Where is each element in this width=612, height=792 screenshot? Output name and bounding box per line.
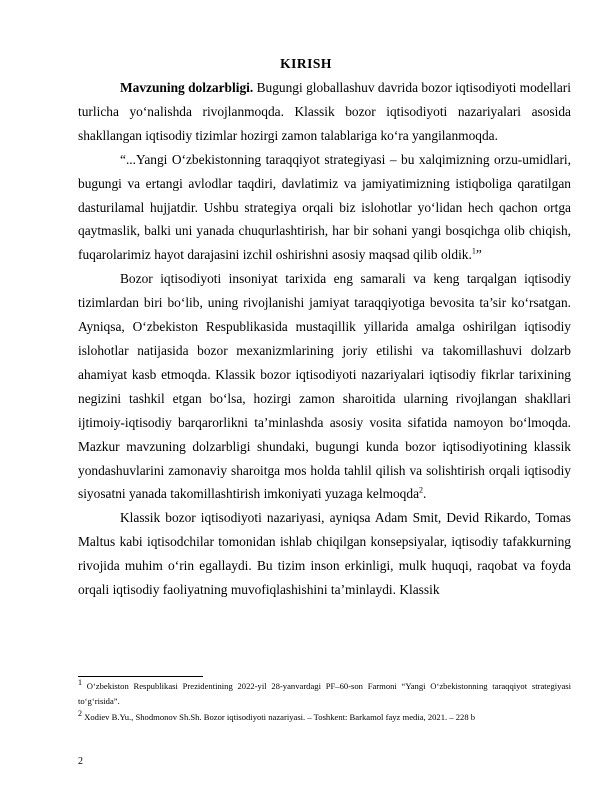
paragraph-lead: Mavzuning dolzarbligi. [120,80,254,95]
paragraph-classical-theory [78,506,571,602]
footnote-divider [78,676,203,677]
page-number: 2 [78,756,83,767]
paragraph-text: Bozor iqtisodiyoti insoniyat tarixida eng samarali va keng tarqalgan iqtisodiy tizimlardan biri bo‘lib, uning rivojlanishi jamiyat taraqqiyotiga bevosita ta’sir ko‘rsatgan. Ayniqsa, O‘zbekiston Respublikasida mustaqillik yillarida amalga oshirilgan iqtisodiy islohotlar natijasida bozor mexanizmlarining joriy etilishi va takomillashuvi dolzarb ahamiyat kasb etmoqda. Klassik bozor iqtisodiyoti nazariyalari iqtisodiy fikrlar tarixining negizini tashkil etgan bo‘lsa, hozirgi zamon sharoitida ularning rivojlangan shakllari ijtimoiy-iqtisodiy barqarorlikni ta’minlashda asosiy vosita sifatida namoyon bo‘lmoqda. Mazkur mavzuning dolzarbligi shundaki, bugungi kunda bozor iqtisodiyotining klassik yondashuvlarini zamonaviy sharoitga mos holda tahlil qilish va solishtirish orqali iqtisodiy siyosatni yanada takomillashtirish imkoniyati yuzaga kelmoqda [78,271,571,502]
paragraph-text: Klassik bozor iqtisodiyoti nazariyasi, ayniqsa Adam Smit, Devid Rikardo, Tomas Maltus kabi iqtisodchilar tomonidan ishlab chiqilgan konsepsiyalar, iqtisodiy tafakkurning rivojida muhim o‘rin egallaydi. Bu tizim inson erkinligi, mulk huquqi, raqobat va foyda orqali iqtisodiy faoliyatning muvofiqlashishini ta’minlaydi. Klassik [78,510,571,598]
footnote-text: Xodiev B.Yu., Shodmonov Sh.Sh. Bozor iqtisodiyoti nazariyasi. – Toshkent: Barkamol fayz media, 2021. – 228 b [82,711,476,722]
body-text [78,76,571,602]
footnote-item [78,679,571,710]
footnotes [78,679,571,725]
footnote-ref[interactable]: 2 [419,485,424,495]
sentence-end: . [423,486,427,502]
footnote-item [78,710,571,725]
footnote-text: O‘zbekiston Respublikasi Prezidentining 2022-yil 28-yanvardagi PF–60-son Farmoni “Yangi O‘zbekistonning taraqqiyot strategiyasi to‘g‘risida”. [78,681,571,707]
section-title: KIRISH [280,56,332,71]
paragraph-quote [78,148,571,268]
paragraph-relevance [78,76,571,148]
paragraph-text: Bugungi globallashuv davrida bozor iqtisodiyoti modellari turlicha yo‘nalishda rivojlanmoqda. Klassik bozor iqtisodiyoti nazariyalari asosida shakllangan iqtisodiy tizimlar hozirgi zamon talablariga ko‘ra yangilanmoqda. [78,80,571,143]
quote-close: ” [475,247,482,263]
paragraph-text: “...Yangi O‘zbekistonning taraqqiyot strategiyasi – bu xalqimizning orzu-umidlari, bugungi va ertangi avlodlar taqdiri, davlatimiz va jamiyatimizning istiqboliga qaratilgan dasturilamal hujjatdir. Ushbu strategiya orqali biz islohotlar yo‘lidan hech qachon ortga qaytmaslik, balki uni yanada chuqurlashtirish, har bir sohani yangi bosqichga olib chiqish, fuqarolarimiz hayot darajasini izchil oshirishni asosiy maqsad qilib oldik. [78,151,571,263]
footnote-mark: 2 [78,708,82,718]
footnote-ref[interactable]: 1 [471,246,476,256]
footnote-mark: 1 [78,678,82,688]
paragraph-market-economy [78,267,571,506]
